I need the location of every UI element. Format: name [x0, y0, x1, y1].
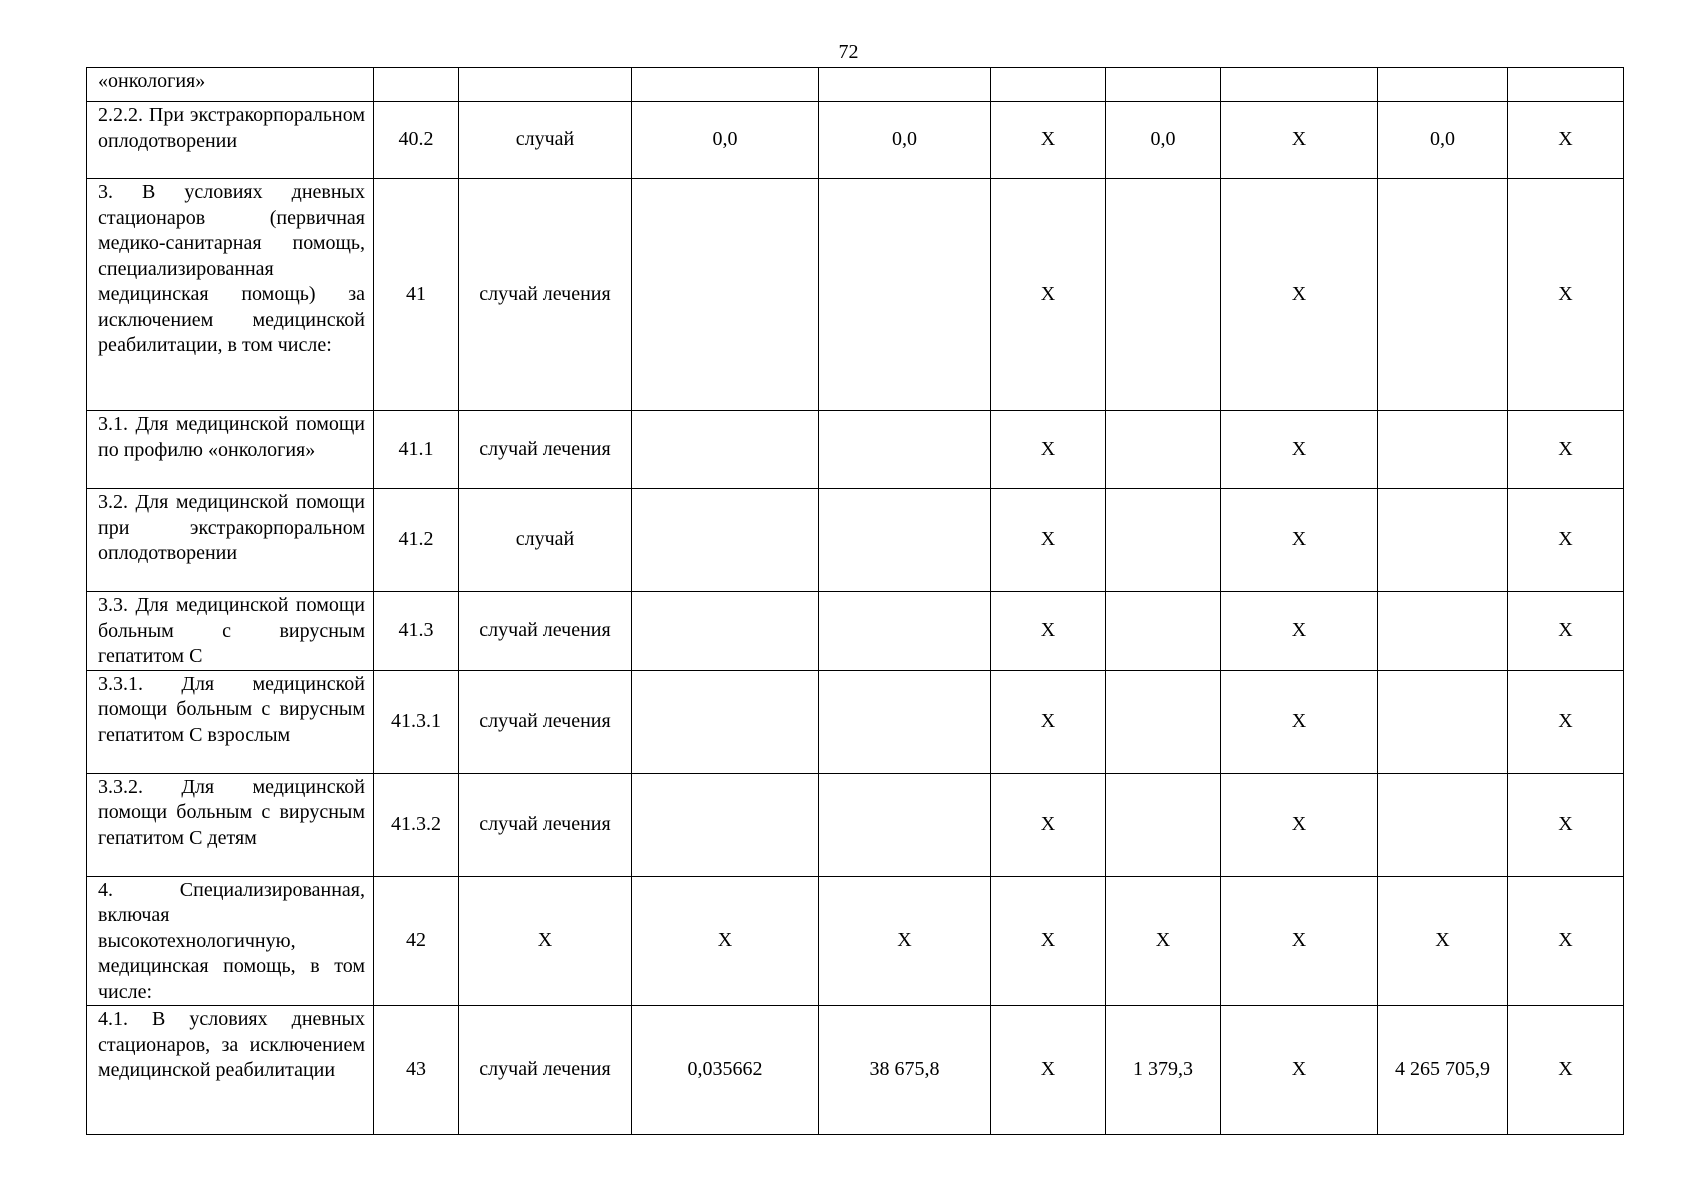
value-cell-2: 0,0 — [819, 102, 991, 179]
row-name-cell: «онкология» — [87, 68, 374, 102]
value-cell-2 — [819, 773, 991, 876]
value-cell-7: Х — [1508, 102, 1624, 179]
table-row — [87, 179, 1624, 411]
value-cell-5: Х — [1221, 1006, 1378, 1135]
row-name-cell: 4. Специализированная, включая высокотехнологичную, медицинская помощь, в том числе: — [87, 876, 374, 1006]
value-cell-7: Х — [1508, 592, 1624, 671]
row-name-cell: 3. В условиях дневных стационаров (первичная медико-санитарная помощь, специализированная медицинская помощь) за исключением медицинской реабилитации, в том числе: — [87, 179, 374, 411]
table-row — [87, 876, 1624, 1006]
value-cell-2 — [819, 592, 991, 671]
row-code-cell: 40.2 — [374, 102, 459, 179]
row-code-cell: 41.2 — [374, 489, 459, 592]
value-cell-6 — [1378, 773, 1508, 876]
value-cell-6 — [1378, 489, 1508, 592]
table-row — [87, 670, 1624, 773]
value-cell-6: Х — [1378, 876, 1508, 1006]
value-cell-3: Х — [991, 489, 1106, 592]
value-cell-5: Х — [1221, 876, 1378, 1006]
value-cell-7: Х — [1508, 670, 1624, 773]
value-cell-3: Х — [991, 773, 1106, 876]
row-code-cell: 41.3.1 — [374, 670, 459, 773]
value-cell-4 — [1106, 179, 1221, 411]
value-cell-3: Х — [991, 1006, 1106, 1135]
row-name-cell: 3.1. Для медицинской помощи по профилю «онкология» — [87, 411, 374, 489]
value-cell-1 — [632, 68, 819, 102]
value-cell-5: Х — [1221, 670, 1378, 773]
value-cell-7: Х — [1508, 773, 1624, 876]
value-cell-2 — [819, 489, 991, 592]
value-cell-6 — [1378, 179, 1508, 411]
value-cell-3: Х — [991, 102, 1106, 179]
table-row — [87, 102, 1624, 179]
value-cell-6 — [1378, 68, 1508, 102]
row-code-cell: 42 — [374, 876, 459, 1006]
value-cell-4: Х — [1106, 876, 1221, 1006]
value-cell-2: Х — [819, 876, 991, 1006]
row-code-cell: 43 — [374, 1006, 459, 1135]
row-name-cell: 4.1. В условиях дневных стационаров, за исключением медицинской реабилитации — [87, 1006, 374, 1135]
table-row — [87, 489, 1624, 592]
value-cell-1: Х — [632, 876, 819, 1006]
data-table — [86, 67, 1624, 1135]
value-cell-1: 0,0 — [632, 102, 819, 179]
value-cell-4: 0,0 — [1106, 102, 1221, 179]
row-name-cell: 3.3.1. Для медицинской помощи больным с вирусным гепатитом С взрослым — [87, 670, 374, 773]
value-cell-1 — [632, 179, 819, 411]
value-cell-5: Х — [1221, 489, 1378, 592]
row-unit-cell: Х — [459, 876, 632, 1006]
table-row — [87, 1006, 1624, 1135]
value-cell-5: Х — [1221, 411, 1378, 489]
row-unit-cell: случай лечения — [459, 592, 632, 671]
value-cell-4 — [1106, 489, 1221, 592]
value-cell-4 — [1106, 68, 1221, 102]
row-code-cell: 41.1 — [374, 411, 459, 489]
value-cell-1: 0,035662 — [632, 1006, 819, 1135]
value-cell-1 — [632, 489, 819, 592]
value-cell-5: Х — [1221, 773, 1378, 876]
table-row — [87, 592, 1624, 671]
table-row — [87, 411, 1624, 489]
value-cell-6: 0,0 — [1378, 102, 1508, 179]
row-code-cell: 41.3 — [374, 592, 459, 671]
value-cell-6 — [1378, 592, 1508, 671]
value-cell-7: Х — [1508, 1006, 1624, 1135]
value-cell-2 — [819, 68, 991, 102]
value-cell-5: Х — [1221, 102, 1378, 179]
value-cell-3: Х — [991, 179, 1106, 411]
value-cell-7: Х — [1508, 489, 1624, 592]
value-cell-3: Х — [991, 411, 1106, 489]
row-unit-cell: случай лечения — [459, 411, 632, 489]
value-cell-5: Х — [1221, 592, 1378, 671]
value-cell-1 — [632, 670, 819, 773]
value-cell-6 — [1378, 670, 1508, 773]
row-name-cell: 3.3.2. Для медицинской помощи больным с вирусным гепатитом С детям — [87, 773, 374, 876]
row-unit-cell: случай лечения — [459, 1006, 632, 1135]
value-cell-2 — [819, 179, 991, 411]
row-unit-cell: случай лечения — [459, 179, 632, 411]
row-unit-cell: случай лечения — [459, 773, 632, 876]
value-cell-4: 1 379,3 — [1106, 1006, 1221, 1135]
table-row — [87, 68, 1624, 102]
page-number: 72 — [838, 41, 859, 63]
value-cell-2 — [819, 670, 991, 773]
value-cell-3: Х — [991, 670, 1106, 773]
value-cell-3: Х — [991, 592, 1106, 671]
value-cell-1 — [632, 411, 819, 489]
value-cell-1 — [632, 592, 819, 671]
value-cell-2 — [819, 411, 991, 489]
value-cell-7: Х — [1508, 411, 1624, 489]
value-cell-2: 38 675,8 — [819, 1006, 991, 1135]
row-code-cell: 41.3.2 — [374, 773, 459, 876]
row-name-cell: 2.2.2. При экстракорпоральном оплодотворении — [87, 102, 374, 179]
row-code-cell: 41 — [374, 179, 459, 411]
value-cell-1 — [632, 773, 819, 876]
value-cell-4 — [1106, 773, 1221, 876]
value-cell-4 — [1106, 592, 1221, 671]
value-cell-7: Х — [1508, 876, 1624, 1006]
row-unit-cell: случай — [459, 489, 632, 592]
row-name-cell: 3.3. Для медицинской помощи больным с вирусным гепатитом С — [87, 592, 374, 671]
row-unit-cell: случай — [459, 102, 632, 179]
row-name-cell: 3.2. Для медицинской помощи при экстракорпоральном оплодотворении — [87, 489, 374, 592]
row-unit-cell — [459, 68, 632, 102]
value-cell-3 — [991, 68, 1106, 102]
value-cell-7: Х — [1508, 179, 1624, 411]
row-unit-cell: случай лечения — [459, 670, 632, 773]
value-cell-3: Х — [991, 876, 1106, 1006]
table-row — [87, 773, 1624, 876]
value-cell-5: Х — [1221, 179, 1378, 411]
value-cell-4 — [1106, 670, 1221, 773]
value-cell-6: 4 265 705,9 — [1378, 1006, 1508, 1135]
value-cell-7 — [1508, 68, 1624, 102]
value-cell-6 — [1378, 411, 1508, 489]
row-code-cell — [374, 68, 459, 102]
value-cell-4 — [1106, 411, 1221, 489]
value-cell-5 — [1221, 68, 1378, 102]
